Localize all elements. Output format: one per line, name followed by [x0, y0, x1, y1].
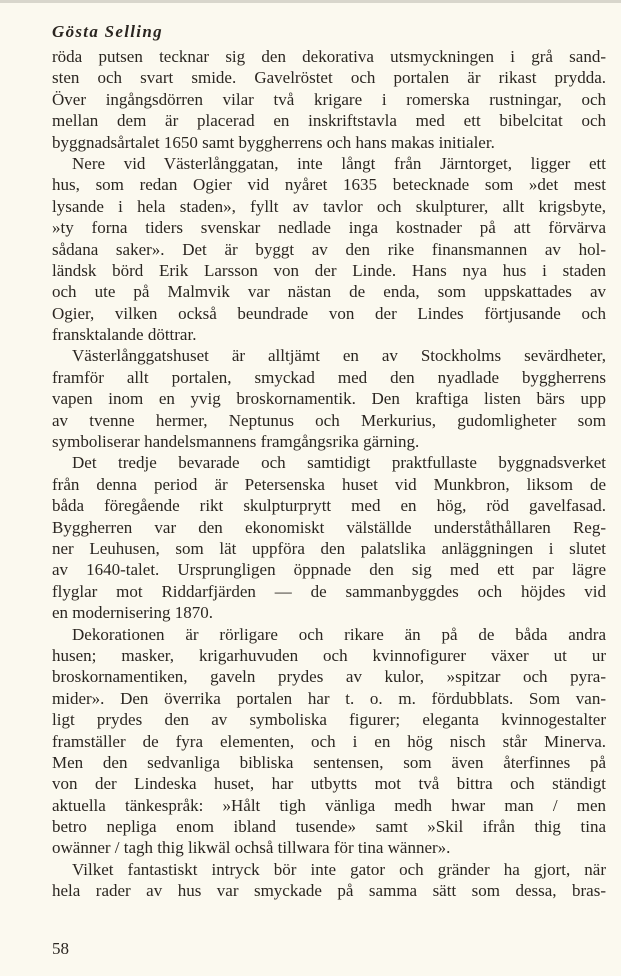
- page-number: 58: [52, 939, 69, 958]
- text-line: av 1640-talet. Ursprungligen öppnade den sig med ett par lägre: [52, 560, 606, 580]
- page-top-edge: [0, 0, 621, 3]
- paragraph: [52, 153, 606, 346]
- text-line: framställer de fyra elementen, och i en hög nisch står Minerva.: [52, 731, 606, 751]
- running-header-author: Gösta Selling: [52, 22, 163, 41]
- paragraph: [52, 46, 606, 153]
- text-line: Ogier, vilken också beundrade von der Lindes förtjusande och: [52, 303, 606, 323]
- text-line: Men den sedvanliga bibliska sentensen, som även återfinnes på: [52, 752, 606, 772]
- paragraph: [52, 452, 606, 623]
- paragraph: [52, 624, 606, 859]
- text-line: owänner / tagh thig likwäl ochså tillwara för tina wänner».: [52, 838, 451, 858]
- text-line: Det tredje bevarade och samtidigt praktfullaste byggnadsverket: [72, 453, 606, 473]
- text-line: mellan dem är placerad en inskriftstavla med ett bibelcitat och: [52, 111, 606, 131]
- text-line: en modernisering 1870.: [52, 603, 213, 623]
- text-line: från denna period är Petersenska huset vid Munkbron, liksom de: [52, 474, 606, 494]
- text-line: »ty forna tiders svenskar nedlade inga kostnader på att förvärva: [52, 218, 606, 238]
- text-line: fransktalande döttrar.: [52, 325, 197, 345]
- body-text: [52, 46, 606, 902]
- text-line: ner Leuhusen, som lät uppföra den palatslika anläggningen i slutet: [52, 538, 606, 558]
- text-line: vapen inom en yvig broskornamentik. Den kraftiga listen bärs upp: [52, 389, 606, 409]
- text-line: byggnadsårtalet 1650 samt byggherrens och hans makas initialer.: [52, 132, 495, 152]
- text-line: mider». Den överrika portalen har t. o. m. fördubblats. Som van-: [52, 688, 606, 708]
- text-line: framför allt portalen, smyckad med den nyadlade byggherrens: [52, 367, 606, 387]
- text-line: hus, som redan Ogier vid nyåret 1635 betecknade som »det mest: [52, 175, 606, 195]
- text-line: röda putsen tecknar sig den dekorativa utsmyckningen i grå sand-: [52, 47, 606, 66]
- text-line: och ute på Malmvik var nästan de enda, som uppskattades av: [52, 282, 606, 302]
- text-line: symboliserar handelsmannens framgångsrika gärning.: [52, 432, 420, 452]
- text-line: Över ingångsdörren vilar två krigare i romerska rustningar, och: [52, 89, 606, 109]
- text-line: Byggherren var den ekonomiskt välställde underståthållaren Reg-: [52, 517, 606, 537]
- text-line: sådana saker». Det är byggt av den rike finansmannen av hol-: [52, 239, 606, 259]
- text-line: betro nepliga enom ibland tusende» samt »Skil ifrån thig tina: [52, 817, 606, 837]
- paragraph: [52, 345, 606, 452]
- text-line: hela rader av hus var smyckade på samma sätt som dessa, bras-: [52, 881, 606, 901]
- text-line: Västerlånggatshuset är alltjämt en av Stockholms sevärdheter,: [72, 346, 606, 366]
- text-line: Nere vid Västerlånggatan, inte långt från Järntorget, ligger ett: [72, 153, 606, 173]
- text-line: båda föregående rikt skulpturprytt med en hög, röd gavelfasad.: [52, 496, 606, 516]
- paragraph: [52, 859, 606, 902]
- text-line: flyglar mot Riddarfjärden — de sammanbyggdes och höjdes vid: [52, 581, 606, 601]
- text-line: von der Lindeska huset, har utbytts mot två bittra och ständigt: [52, 774, 606, 794]
- text-line: ländsk börd Erik Larsson von der Linde. Hans nya hus i staden: [52, 260, 606, 280]
- text-line: Vilket fantastiskt intryck bör inte gator och gränder ha gjort, när: [72, 859, 606, 879]
- text-line: lysande i hela staden», fyllt av tavlor och skulpturer, allt krigsbyte,: [52, 196, 606, 216]
- text-line: ligt prydes den av symboliska figurer; eleganta kvinnogestalter: [52, 710, 606, 730]
- text-line: husen; masker, krigarhuvuden och kvinnofigurer växer ut ur: [52, 645, 606, 665]
- text-line: aktuella tänkespråk: »Hålt tigh vänliga medh hwar man / men: [52, 795, 606, 815]
- text-line: Dekorationen är rörligare och rikare än på de båda andra: [72, 624, 606, 644]
- text-line: broskornamentiken, gaveln prydes av kulor, »spitzar och pyra-: [52, 667, 606, 687]
- text-line: av tvenne hermer, Neptunus och Merkurius, gudomligheter som: [52, 410, 606, 430]
- text-line: sten och svart smide. Gavelröstet och portalen är rikast prydda.: [52, 68, 606, 88]
